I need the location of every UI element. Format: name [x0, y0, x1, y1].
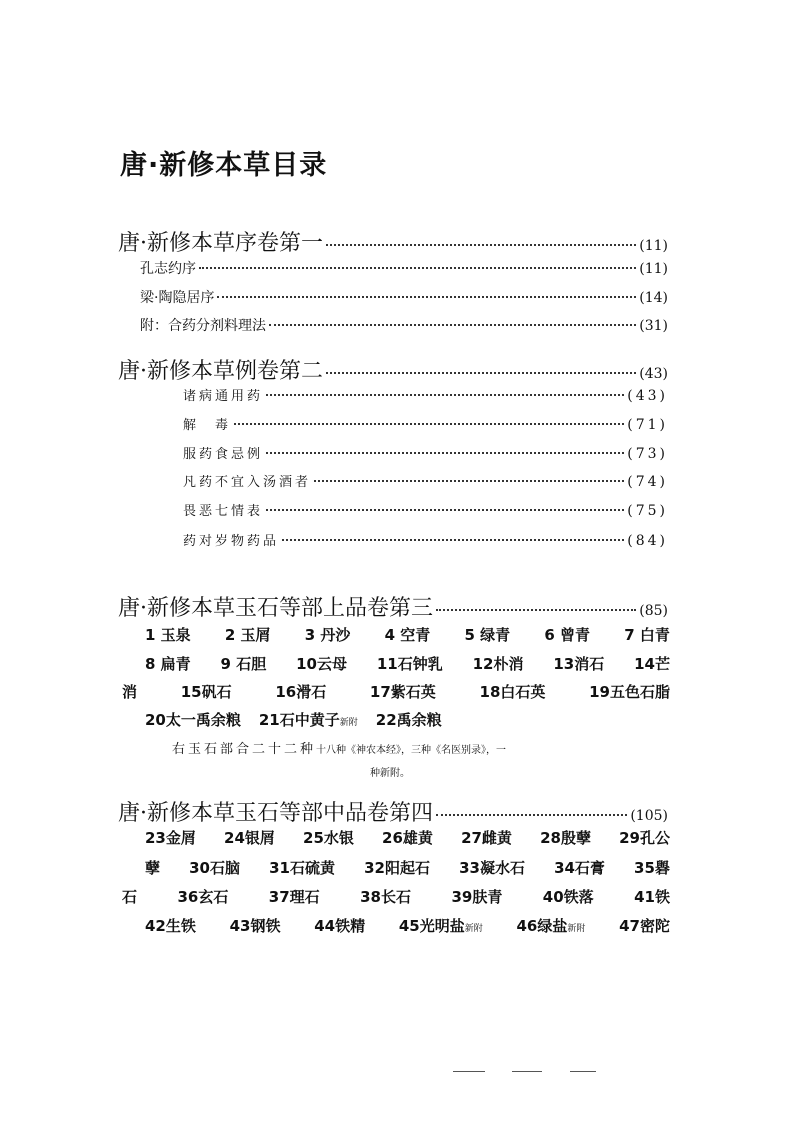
herb-name: 30石脑 — [189, 859, 240, 877]
herb-item — [634, 653, 670, 674]
herb-item — [554, 857, 605, 878]
toc-entry-page: (74) — [627, 474, 668, 490]
herb-name: 45光明盐 — [398, 917, 465, 935]
toc-entry-label: 解 毒 — [183, 418, 232, 433]
herb-name: 31石硫黄 — [269, 859, 335, 877]
new-addition-tag: 新附 — [567, 924, 586, 934]
herb-name: 孽 — [145, 859, 161, 877]
toc-entry[interactable] — [183, 471, 668, 490]
dot-leader — [436, 814, 627, 816]
toc-entry[interactable] — [140, 287, 668, 307]
herb-item — [189, 857, 240, 878]
scan-mark — [512, 1071, 542, 1072]
item-row — [145, 827, 670, 848]
toc-entry[interactable] — [183, 500, 668, 519]
toc-entry-label: 梁·陶隐居序 — [140, 290, 215, 306]
note-main: 右玉石部合二十二种 — [172, 742, 317, 757]
toc-entry-page: (11) — [639, 261, 668, 277]
toc-entry[interactable] — [118, 591, 668, 622]
toc-entry[interactable] — [118, 354, 668, 385]
toc-entry-page: (71) — [627, 417, 668, 433]
herb-name: 33凝水石 — [459, 859, 525, 877]
herb-item — [461, 827, 512, 848]
note-detail: 十八种《神农本经》，三种《名医别录》，一 — [316, 745, 507, 756]
herb-item — [360, 886, 411, 907]
note-detail-cont: 种新附。 — [370, 768, 410, 779]
herb-item — [589, 681, 670, 702]
toc-entry[interactable] — [118, 796, 668, 827]
herb-item — [634, 857, 670, 878]
toc-entry-label: 诸病通用药 — [183, 389, 264, 404]
herb-item — [230, 915, 281, 936]
item-row — [145, 857, 670, 878]
herb-name: 47密陀 — [619, 917, 670, 935]
volume-3-note-cont — [370, 764, 410, 780]
herb-item — [399, 915, 483, 936]
herb-item — [145, 857, 160, 878]
herb-item — [145, 653, 191, 674]
item-row — [145, 624, 670, 645]
herb-name: 12朴消 — [472, 655, 524, 673]
dot-leader — [266, 394, 624, 396]
herb-item — [544, 624, 590, 645]
dot-leader — [234, 423, 624, 425]
herb-item — [314, 915, 365, 936]
dot-leader — [282, 539, 624, 541]
herb-item — [122, 886, 137, 907]
toc-entry[interactable] — [183, 530, 668, 549]
toc-entry-page: (31) — [639, 318, 668, 334]
herb-item — [619, 827, 670, 848]
herb-item — [177, 886, 228, 907]
herb-item — [269, 857, 335, 878]
dot-leader — [326, 372, 636, 374]
herb-name: 25水银 — [303, 829, 354, 847]
herb-item — [221, 653, 267, 674]
herb-name: 27雌黄 — [461, 829, 512, 847]
herb-item — [275, 681, 326, 702]
toc-entry-page: (75) — [627, 503, 668, 519]
herb-name: 18白石英 — [479, 683, 546, 701]
toc-entry-page: (105) — [630, 808, 668, 824]
herb-item — [451, 886, 502, 907]
item-row — [145, 915, 670, 936]
herb-item — [634, 886, 670, 907]
toc-entry[interactable] — [140, 315, 668, 335]
herb-name: 石 — [122, 888, 138, 906]
new-addition-tag: 新附 — [464, 924, 483, 934]
toc-entry[interactable] — [183, 443, 668, 462]
herb-name: 46绿盐 — [516, 917, 568, 935]
dot-leader — [199, 267, 636, 269]
toc-entry-label: 服药食忌例 — [183, 447, 264, 462]
herb-item — [122, 681, 137, 702]
herb-name: 29孔公 — [619, 829, 670, 847]
toc-entry[interactable] — [183, 414, 668, 433]
herb-name: 2 玉屑 — [224, 626, 271, 644]
herb-name: 15矾石 — [180, 683, 232, 701]
herb-item — [377, 653, 443, 674]
toc-entry-page: (43) — [627, 388, 668, 404]
toc-entry-page: (11) — [639, 238, 668, 254]
dot-leader — [436, 609, 636, 611]
herb-item — [181, 681, 232, 702]
herb-name: 20太一禹余粮 — [145, 711, 241, 729]
herb-item — [296, 653, 347, 674]
herb-item — [145, 709, 241, 730]
herb-name: 16滑石 — [275, 683, 327, 701]
herb-name: 34石膏 — [554, 859, 605, 877]
dot-leader — [326, 244, 636, 246]
herb-name: 11石钟乳 — [376, 655, 443, 673]
page-title: 唐·新修本草目录 — [120, 150, 328, 181]
herb-name: 39肤青 — [451, 888, 503, 906]
herb-item — [303, 827, 354, 848]
herb-item — [370, 681, 436, 702]
herb-name: 1 玉泉 — [145, 626, 191, 644]
herb-item — [619, 915, 670, 936]
herb-name: 17紫石英 — [369, 683, 436, 701]
herb-item — [516, 915, 585, 936]
scan-mark — [570, 1071, 596, 1072]
herb-item — [224, 827, 275, 848]
toc-entry-label: 唐·新修本草玉石等部中品卷第四 — [118, 801, 433, 826]
herb-item — [259, 709, 358, 730]
toc-entry-label: 唐·新修本草序卷第一 — [118, 231, 323, 256]
herb-name: 43钢铁 — [229, 917, 281, 935]
volume-3-note — [172, 738, 506, 757]
item-row — [145, 653, 670, 674]
herb-name: 19五色石脂 — [589, 683, 670, 701]
herb-name: 35礜 — [634, 859, 670, 877]
herb-item — [364, 857, 430, 878]
herb-name: 21石中黄子 — [258, 711, 340, 729]
herb-name: 37理石 — [268, 888, 320, 906]
toc-entry-label: 唐·新修本草玉石等部上品卷第三 — [118, 596, 433, 621]
herb-name: 23金屑 — [145, 829, 196, 847]
herb-name: 9 石胆 — [220, 655, 267, 673]
herb-item — [145, 827, 196, 848]
herb-item — [305, 624, 351, 645]
herb-name: 22禹余粮 — [375, 711, 442, 729]
toc-entry-page: (43) — [639, 366, 668, 382]
toc-entry-label: 附：合药分剂料理法 — [140, 318, 266, 334]
herb-item — [145, 915, 196, 936]
herb-item — [540, 827, 591, 848]
herb-name: 44铁精 — [314, 917, 366, 935]
herb-item — [473, 653, 524, 674]
toc-entry-label: 孔志约序 — [140, 261, 196, 277]
new-addition-tag: 新附 — [339, 718, 358, 728]
dot-leader — [314, 480, 624, 482]
herb-name: 6 曾青 — [544, 626, 591, 644]
toc-entry-label: 唐·新修本草例卷第二 — [118, 359, 323, 384]
dot-leader — [217, 296, 636, 298]
herb-name: 3 丹沙 — [304, 626, 351, 644]
herb-item — [269, 886, 320, 907]
herb-name: 14芒 — [634, 655, 670, 673]
herb-name: 40铁落 — [542, 888, 594, 906]
dot-leader — [266, 509, 624, 511]
toc-entry[interactable] — [140, 258, 668, 278]
herb-name: 28殷孽 — [540, 829, 591, 847]
herb-item — [459, 857, 525, 878]
herb-item — [543, 886, 594, 907]
scan-mark — [453, 1071, 485, 1072]
item-row — [145, 709, 670, 730]
herb-item — [480, 681, 546, 702]
herb-item — [382, 827, 433, 848]
herb-name: 8 扁青 — [145, 655, 191, 673]
herb-name: 36玄石 — [177, 888, 229, 906]
toc-entry[interactable] — [183, 385, 668, 404]
dot-leader — [266, 452, 624, 454]
herb-item — [385, 624, 431, 645]
herb-name: 32阳起石 — [364, 859, 430, 877]
item-row — [122, 886, 670, 907]
herb-name: 24银屑 — [224, 829, 275, 847]
toc-entry[interactable] — [118, 226, 668, 257]
toc-entry-page: (14) — [639, 290, 668, 306]
toc-entry-label: 药对岁物药品 — [183, 534, 280, 549]
dot-leader — [269, 324, 636, 326]
herb-name: 41铁 — [634, 888, 670, 906]
herb-item — [225, 624, 271, 645]
herb-item — [624, 624, 670, 645]
herb-name: 5 绿青 — [464, 626, 511, 644]
herb-item — [376, 709, 442, 730]
herb-name: 42生铁 — [145, 917, 196, 935]
herb-name: 7 白青 — [624, 626, 670, 644]
herb-name: 38长石 — [360, 888, 411, 906]
toc-entry-page: (84) — [627, 533, 668, 549]
toc-entry-page: (73) — [627, 446, 668, 462]
item-row — [122, 681, 670, 702]
herb-name: 10云母 — [296, 655, 347, 673]
herb-name: 26雄黄 — [382, 829, 433, 847]
toc-entry-label: 畏恶七情表 — [183, 504, 264, 519]
herb-name: 13消石 — [553, 655, 605, 673]
herb-item — [465, 624, 511, 645]
herb-name: 4 空青 — [384, 626, 431, 644]
herb-item — [145, 624, 191, 645]
toc-entry-page: (85) — [639, 603, 668, 619]
herb-name: 消 — [122, 683, 138, 701]
herb-item — [553, 653, 604, 674]
toc-entry-label: 凡药不宜入汤酒者 — [183, 475, 312, 490]
